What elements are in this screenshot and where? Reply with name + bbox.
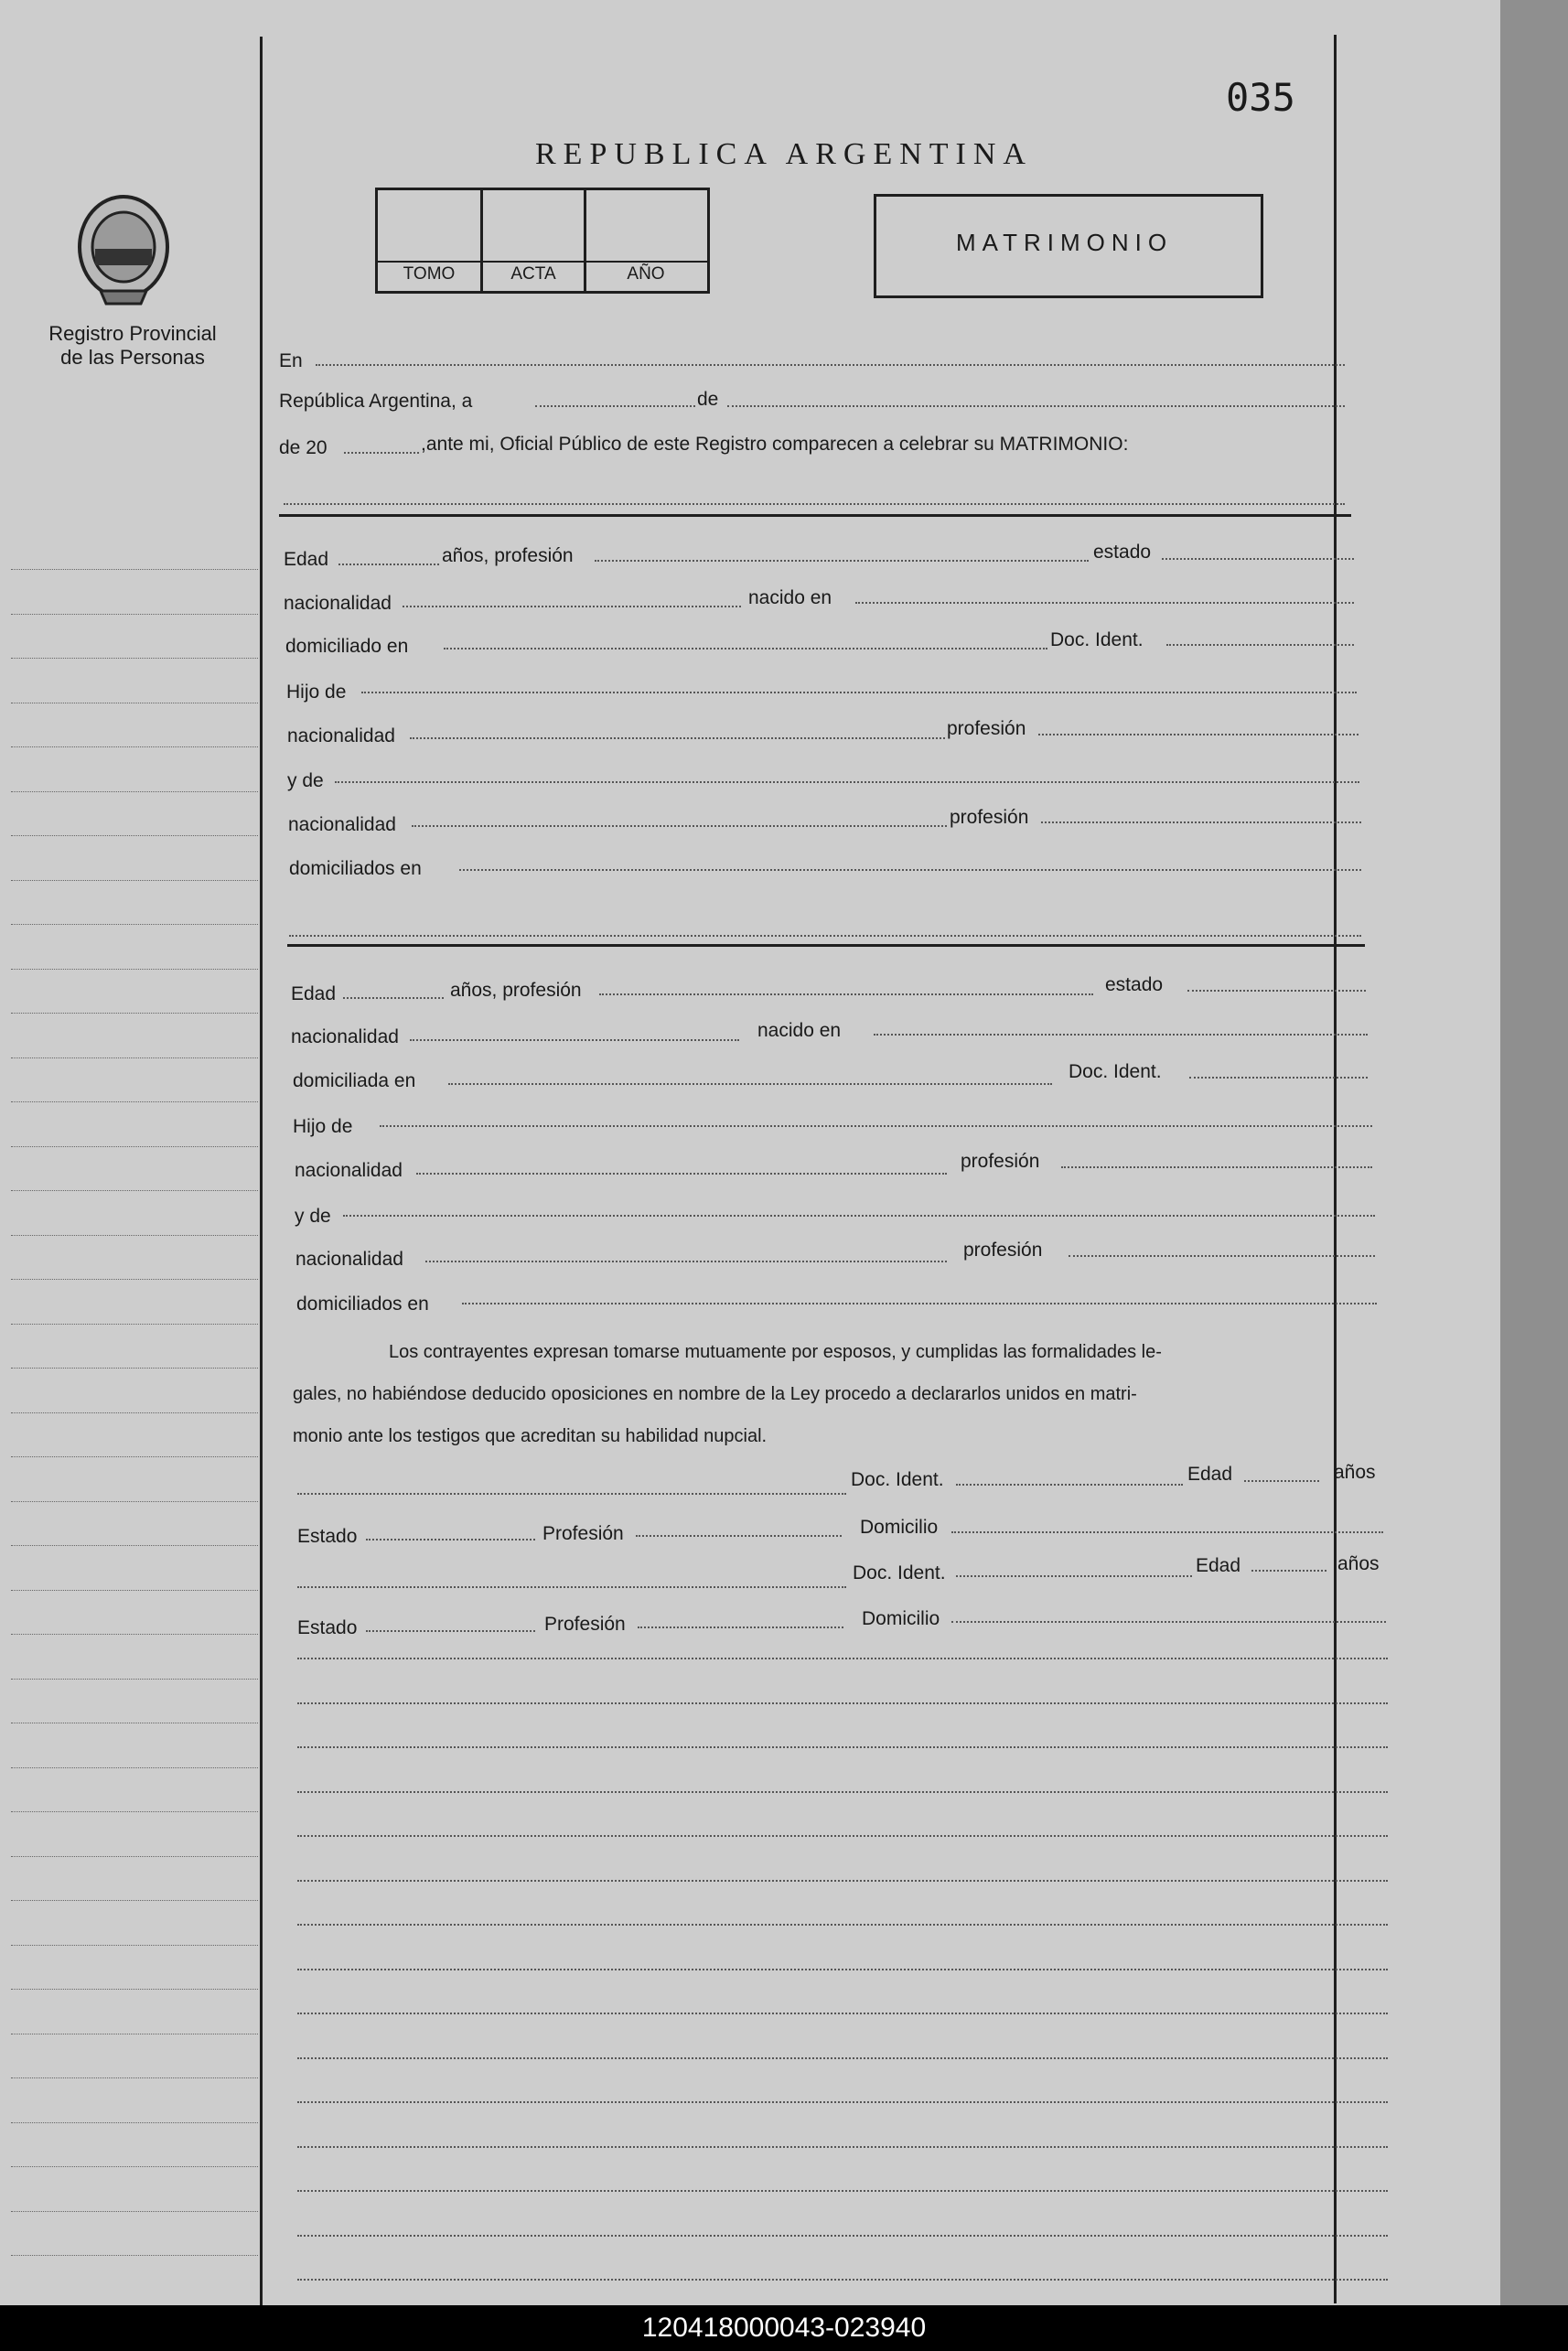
margin-line[interactable] xyxy=(11,2077,258,2078)
margin-line[interactable] xyxy=(11,835,258,836)
observation-line[interactable] xyxy=(297,2013,1388,2014)
c1-extra-field[interactable] xyxy=(289,935,1361,937)
observation-line[interactable] xyxy=(297,2146,1388,2148)
c1-madre-field[interactable] xyxy=(335,781,1359,783)
c1-domicilio-field[interactable] xyxy=(444,648,1047,649)
c2-nacido-field[interactable] xyxy=(874,1034,1368,1036)
page-edge xyxy=(1500,0,1568,2305)
t1-anios: años xyxy=(1334,1462,1376,1483)
c1-estado-field[interactable] xyxy=(1162,558,1354,560)
observation-line[interactable] xyxy=(297,2101,1388,2103)
right-rule xyxy=(1334,35,1337,2303)
margin-line[interactable] xyxy=(11,1412,258,1413)
c2-nac2: nacionalidad xyxy=(295,1160,403,1181)
margin-line[interactable] xyxy=(11,1989,258,1990)
c2-madre-prof-field[interactable] xyxy=(1069,1255,1375,1257)
c1-doc-field[interactable] xyxy=(1166,644,1354,646)
intro-en: En xyxy=(279,350,303,371)
c1-nacido-en: nacido en xyxy=(748,587,832,608)
t2-profesion-field[interactable] xyxy=(638,1626,843,1628)
office-name xyxy=(37,322,229,370)
intro-de: de xyxy=(697,389,719,410)
margin-line[interactable] xyxy=(11,1767,258,1768)
margin-rule xyxy=(260,37,263,2305)
c1-prof2: profesión xyxy=(947,718,1026,739)
c2-madre-field[interactable] xyxy=(343,1215,1375,1217)
t2-doc: Doc. Ident. xyxy=(853,1562,946,1583)
margin-line[interactable] xyxy=(11,1634,258,1635)
section-divider-1 xyxy=(279,514,1351,517)
c2-nacionalidad: nacionalidad xyxy=(291,1026,399,1047)
margin-line[interactable] xyxy=(11,1456,258,1457)
observation-line[interactable] xyxy=(297,1924,1388,1926)
province-seal-icon xyxy=(73,192,174,311)
t2-edad-field[interactable] xyxy=(1251,1570,1326,1572)
c1-nac2: nacionalidad xyxy=(287,725,395,746)
folio-number: 035 xyxy=(1226,75,1295,120)
margin-line[interactable] xyxy=(11,924,258,925)
c2-domiciliada: domiciliada en xyxy=(293,1070,416,1091)
t2-doc-field[interactable] xyxy=(956,1575,1192,1577)
margin-line[interactable] xyxy=(11,1235,258,1236)
t2-estado: Estado xyxy=(297,1617,358,1638)
c1-nac3: nacionalidad xyxy=(288,814,396,835)
margin-line[interactable] xyxy=(11,880,258,881)
margin-line[interactable] xyxy=(11,1279,258,1280)
margin-line[interactable] xyxy=(11,746,258,747)
c1-domiciliado: domiciliado en xyxy=(285,636,409,657)
c2-prof3: profesión xyxy=(963,1240,1043,1261)
t2-nombre-field[interactable] xyxy=(297,1586,846,1588)
margin-line[interactable] xyxy=(11,1811,258,1812)
field-intro-extra[interactable] xyxy=(284,503,1345,505)
c2-anios-prof: años, profesión xyxy=(450,980,582,1001)
margin-line[interactable] xyxy=(11,2255,258,2256)
t1-profesion-field[interactable] xyxy=(636,1535,842,1537)
margin-line[interactable] xyxy=(11,1945,258,1946)
field-anio[interactable] xyxy=(344,452,419,454)
c1-prof3: profesión xyxy=(950,807,1029,828)
acta-label: ACTA xyxy=(510,264,556,284)
t2-domicilio: Domicilio xyxy=(862,1608,940,1629)
t2-estado-field[interactable] xyxy=(366,1630,535,1632)
t1-edad: Edad xyxy=(1187,1464,1233,1485)
c2-edad: Edad xyxy=(291,983,337,1004)
t2-edad: Edad xyxy=(1196,1555,1241,1576)
c2-profesion-field[interactable] xyxy=(599,993,1093,995)
observation-line[interactable] xyxy=(297,1969,1388,1970)
country-title: REPUBLICA ARGENTINA xyxy=(535,137,1033,171)
observation-line[interactable] xyxy=(297,1880,1388,1882)
margin-line[interactable] xyxy=(11,569,258,570)
c1-yde: y de xyxy=(287,770,324,791)
t2-anios: años xyxy=(1337,1553,1380,1574)
intro-ante: ,ante mi, Oficial Público de este Registro comparecen a celebrar su MATRIMONIO: xyxy=(421,434,1129,455)
field-lugar[interactable] xyxy=(316,364,1345,366)
c2-madre-nac-field[interactable] xyxy=(425,1261,947,1262)
declaration-line-1: Los contrayentes expresan tomarse mutuamente por esposos, y cumplidas las formalidades le- xyxy=(389,1342,1162,1362)
t1-domicilio-field[interactable] xyxy=(951,1531,1383,1533)
c1-nacionalidad-field[interactable] xyxy=(403,606,741,607)
c2-nacionalidad-field[interactable] xyxy=(410,1039,739,1041)
c2-padres-dom-field[interactable] xyxy=(462,1303,1377,1304)
intro-republica: República Argentina, a xyxy=(279,391,473,412)
observation-line[interactable] xyxy=(297,1835,1388,1837)
declaration-line-2: gales, no habiéndose deducido oposiciones en nombre de la Ley procedo a declararlos unidos en matri- xyxy=(293,1384,1137,1404)
margin-line[interactable] xyxy=(11,2166,258,2167)
margin-line[interactable] xyxy=(11,1679,258,1680)
field-dia[interactable] xyxy=(535,405,695,407)
margin-line[interactable] xyxy=(11,1856,258,1857)
declaration-line-3: monio ante los testigos que acreditan su habilidad nupcial. xyxy=(293,1426,768,1446)
c2-edad-field[interactable] xyxy=(343,997,444,999)
c1-madre-nac-field[interactable] xyxy=(412,825,947,827)
c2-domiciliados: domiciliados en xyxy=(296,1294,429,1315)
t1-doc: Doc. Ident. xyxy=(851,1469,944,1490)
section-divider-2 xyxy=(287,944,1365,947)
c1-hijo: Hijo de xyxy=(286,682,347,703)
margin-line[interactable] xyxy=(11,1324,258,1325)
c2-nacido-en: nacido en xyxy=(757,1020,842,1041)
c2-estado: estado xyxy=(1105,974,1164,995)
c2-padre-nac-field[interactable] xyxy=(416,1173,947,1175)
t1-edad-field[interactable] xyxy=(1244,1480,1319,1482)
c1-anios-prof: años, profesión xyxy=(442,545,574,566)
c1-padre-field[interactable] xyxy=(361,692,1357,693)
c1-doc: Doc. Ident. xyxy=(1050,629,1144,650)
c1-profesion-field[interactable] xyxy=(595,560,1089,562)
c1-nacionalidad: nacionalidad xyxy=(284,593,392,614)
observation-line[interactable] xyxy=(297,2279,1388,2281)
c1-nacido-field[interactable] xyxy=(855,602,1354,604)
margin-line[interactable] xyxy=(11,969,258,970)
observation-line[interactable] xyxy=(297,2057,1388,2059)
office-line-2: de las Personas xyxy=(60,346,205,369)
observation-line[interactable] xyxy=(297,1746,1388,1748)
margin-line[interactable] xyxy=(11,658,258,659)
c2-doc: Doc. Ident. xyxy=(1069,1061,1162,1082)
c1-padre-nac-field[interactable] xyxy=(410,737,945,739)
tomo-label: TOMO xyxy=(403,264,456,284)
declaration-text xyxy=(293,1331,1391,1457)
c2-yde: y de xyxy=(295,1206,331,1227)
document-barcode-code: 120418000043-023940 xyxy=(0,2305,1568,2351)
c2-padre-prof-field[interactable] xyxy=(1061,1166,1372,1168)
margin-line[interactable] xyxy=(11,1501,258,1502)
act-type-label: MATRIMONIO xyxy=(956,229,1174,256)
c2-hijo: Hijo de xyxy=(293,1116,353,1137)
t2-domicilio-field[interactable] xyxy=(951,1621,1386,1623)
c2-doc-field[interactable] xyxy=(1189,1077,1368,1079)
t1-estado-field[interactable] xyxy=(366,1539,535,1540)
t1-profesion: Profesión xyxy=(542,1523,624,1544)
t1-estado: Estado xyxy=(297,1526,358,1547)
observation-line[interactable] xyxy=(297,1702,1388,1704)
margin-line[interactable] xyxy=(11,2122,258,2123)
t2-profesion: Profesión xyxy=(544,1614,626,1635)
office-line-1: Registro Provincial xyxy=(48,322,217,345)
t1-nombre-field[interactable] xyxy=(297,1493,846,1495)
c2-padre-field[interactable] xyxy=(380,1125,1372,1127)
c1-padre-prof-field[interactable] xyxy=(1038,734,1359,735)
c1-estado: estado xyxy=(1093,542,1152,563)
margin-line[interactable] xyxy=(11,1057,258,1058)
margin-line[interactable] xyxy=(11,614,258,615)
margin-line[interactable] xyxy=(11,1900,258,1901)
c1-padres-dom-field[interactable] xyxy=(459,869,1361,871)
c2-domicilio-field[interactable] xyxy=(448,1083,1052,1085)
c1-edad: Edad xyxy=(284,549,329,570)
c1-domiciliados: domiciliados en xyxy=(289,858,422,879)
margin-line[interactable] xyxy=(11,1013,258,1014)
field-mes[interactable] xyxy=(727,405,1345,407)
c1-edad-field[interactable] xyxy=(338,564,439,565)
c2-prof2: profesión xyxy=(961,1151,1040,1172)
t1-doc-field[interactable] xyxy=(956,1484,1183,1486)
c2-nac3: nacionalidad xyxy=(295,1249,403,1270)
box-header-line xyxy=(375,261,710,263)
margin-line[interactable] xyxy=(11,1590,258,1591)
observation-line[interactable] xyxy=(297,1658,1388,1659)
margin-line[interactable] xyxy=(11,1101,258,1102)
margin-line[interactable] xyxy=(11,1146,258,1147)
observation-line[interactable] xyxy=(297,1791,1388,1793)
margin-line[interactable] xyxy=(11,1368,258,1369)
margin-line[interactable] xyxy=(11,791,258,792)
margin-line[interactable] xyxy=(11,2211,258,2212)
margin-line[interactable] xyxy=(11,1190,258,1191)
observation-line[interactable] xyxy=(297,2235,1388,2237)
t1-domicilio: Domicilio xyxy=(860,1517,939,1538)
c1-madre-prof-field[interactable] xyxy=(1041,821,1361,823)
c2-estado-field[interactable] xyxy=(1187,990,1366,992)
margin-line[interactable] xyxy=(11,1545,258,1546)
anio-label: AÑO xyxy=(627,264,665,284)
intro-de20: de 20 xyxy=(279,437,328,458)
observation-line[interactable] xyxy=(297,2190,1388,2192)
